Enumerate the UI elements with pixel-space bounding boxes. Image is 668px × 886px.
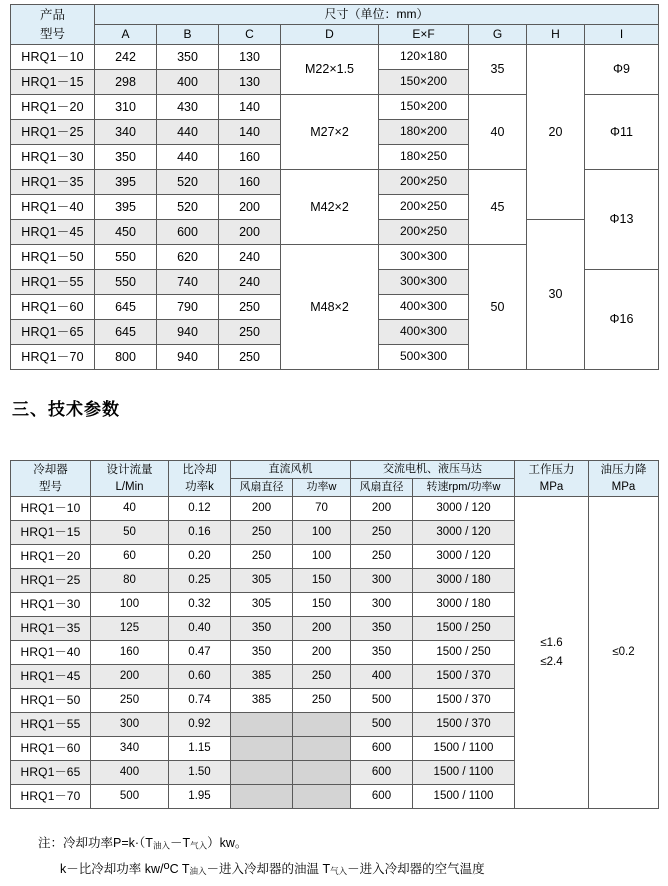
cell-a: 395 xyxy=(95,170,157,195)
cell-b: 400 xyxy=(157,70,219,95)
cell-dc-power: 200 xyxy=(293,617,351,641)
cell-ac-rpm: 1500 / 370 xyxy=(413,713,515,737)
cell-ac-rpm: 1500 / 370 xyxy=(413,689,515,713)
cell-a: 242 xyxy=(95,45,157,70)
header-col-g: G xyxy=(469,25,527,45)
cell-flow: 160 xyxy=(91,641,169,665)
header-ac-motor-group: 交流电机、液压马达 xyxy=(351,461,515,479)
cell-k: 1.95 xyxy=(169,785,231,809)
cell-b: 620 xyxy=(157,245,219,270)
cell-flow: 500 xyxy=(91,785,169,809)
cell-model: HRQ1－40 xyxy=(11,195,95,220)
cell-ef: 200×250 xyxy=(379,220,469,245)
note-line-2 xyxy=(60,856,658,882)
cell-model: HRQ1－70 xyxy=(11,785,91,809)
cell-dc-diameter: 305 xyxy=(231,593,293,617)
cell-oil-pressure-drop: ≤0.2 xyxy=(589,497,659,809)
cell-ac-diameter: 250 xyxy=(351,545,413,569)
cell-ac-diameter: 350 xyxy=(351,617,413,641)
cell-b: 790 xyxy=(157,295,219,320)
cell-i-group-2: Φ11 xyxy=(585,95,659,170)
cell-ef: 200×250 xyxy=(379,195,469,220)
cell-a: 450 xyxy=(95,220,157,245)
cell-d-group-3: M42×2 xyxy=(281,170,379,245)
cell-model: HRQ1－50 xyxy=(11,689,91,713)
cell-ef: 300×300 xyxy=(379,245,469,270)
cell-k: 1.50 xyxy=(169,761,231,785)
cell-ac-diameter: 500 xyxy=(351,689,413,713)
cell-ef: 150×200 xyxy=(379,70,469,95)
table-header-row xyxy=(11,5,659,25)
cell-ac-rpm: 1500 / 370 xyxy=(413,665,515,689)
cell-ac-rpm: 3000 / 180 xyxy=(413,569,515,593)
cell-b: 940 xyxy=(157,320,219,345)
cell-k: 0.47 xyxy=(169,641,231,665)
header-ac-fan-diameter: 风扇直径 xyxy=(351,479,413,497)
header-oil-pressure-drop-line2: MPa xyxy=(611,480,636,493)
cell-flow: 300 xyxy=(91,713,169,737)
header-col-a: A xyxy=(95,25,157,45)
cell-dc-power: 100 xyxy=(293,521,351,545)
cell-b: 520 xyxy=(157,195,219,220)
cell-dc-diameter-empty xyxy=(231,737,293,761)
cell-model: HRQ1－55 xyxy=(11,270,95,295)
cell-flow: 60 xyxy=(91,545,169,569)
cell-dc-diameter: 250 xyxy=(231,521,293,545)
cell-b: 350 xyxy=(157,45,219,70)
cell-a: 645 xyxy=(95,295,157,320)
cell-c: 250 xyxy=(219,345,281,370)
cell-c: 140 xyxy=(219,95,281,120)
cell-c: 130 xyxy=(219,45,281,70)
cell-dc-power: 150 xyxy=(293,593,351,617)
cell-d-group-4: M48×2 xyxy=(281,245,379,370)
cell-model: HRQ1－40 xyxy=(11,641,91,665)
cell-dc-power: 100 xyxy=(293,545,351,569)
cell-ef: 400×300 xyxy=(379,320,469,345)
header-dimensions-group: 尺寸（单位：mm） xyxy=(95,5,659,25)
cell-dc-diameter: 385 xyxy=(231,689,293,713)
cell-k: 0.92 xyxy=(169,713,231,737)
cell-dc-diameter-empty xyxy=(231,785,293,809)
note-2-part-d: －进入冷却器的空气温度 xyxy=(347,861,485,876)
degree-symbol: o xyxy=(163,859,170,872)
cell-model: HRQ1－65 xyxy=(11,761,91,785)
cell-k: 0.74 xyxy=(169,689,231,713)
header-model xyxy=(11,5,95,45)
cell-dc-diameter: 305 xyxy=(231,569,293,593)
cell-flow: 125 xyxy=(91,617,169,641)
cell-model: HRQ1－35 xyxy=(11,170,95,195)
header-design-flow-line2: L/Min xyxy=(115,480,144,493)
cell-dc-power-empty xyxy=(293,785,351,809)
cell-model: HRQ1－10 xyxy=(11,45,95,70)
cell-k: 0.20 xyxy=(169,545,231,569)
cell-model: HRQ1－55 xyxy=(11,713,91,737)
cell-dc-power-empty xyxy=(293,761,351,785)
cell-flow: 100 xyxy=(91,593,169,617)
cell-dc-diameter-empty xyxy=(231,761,293,785)
cell-ef: 180×200 xyxy=(379,120,469,145)
header-model-line1: 产品 xyxy=(39,8,65,23)
cell-b: 440 xyxy=(157,145,219,170)
cell-dc-power: 70 xyxy=(293,497,351,521)
cell-c: 200 xyxy=(219,220,281,245)
cell-ac-rpm: 3000 / 120 xyxy=(413,521,515,545)
cell-model: HRQ1－15 xyxy=(11,70,95,95)
cell-ac-rpm: 1500 / 250 xyxy=(413,617,515,641)
header-specific-power xyxy=(169,461,231,497)
cell-model: HRQ1－30 xyxy=(11,145,95,170)
cell-a: 550 xyxy=(95,245,157,270)
cell-model: HRQ1－65 xyxy=(11,320,95,345)
cell-c: 240 xyxy=(219,270,281,295)
cell-ac-rpm: 1500 / 250 xyxy=(413,641,515,665)
cell-ef: 150×200 xyxy=(379,95,469,120)
header-dc-fan-diameter: 风扇直径 xyxy=(231,479,293,497)
cell-g-group-4: 50 xyxy=(469,245,527,370)
cell-model: HRQ1－35 xyxy=(11,617,91,641)
cell-flow: 250 xyxy=(91,689,169,713)
header-cooler-model-line2: 型号 xyxy=(39,480,62,493)
cell-ef: 120×180 xyxy=(379,45,469,70)
cell-model: HRQ1－45 xyxy=(11,220,95,245)
cell-dc-power: 200 xyxy=(293,641,351,665)
cell-ac-rpm: 3000 / 180 xyxy=(413,593,515,617)
header-dc-fan-group: 直流风机 xyxy=(231,461,351,479)
header-specific-power-line1: 比冷却 xyxy=(182,464,217,477)
cell-ac-diameter: 600 xyxy=(351,761,413,785)
cell-ef: 200×250 xyxy=(379,170,469,195)
cell-ac-rpm: 1500 / 1100 xyxy=(413,737,515,761)
cell-a: 340 xyxy=(95,120,157,145)
cell-dc-diameter-empty xyxy=(231,713,293,737)
cell-k: 0.16 xyxy=(169,521,231,545)
cell-a: 550 xyxy=(95,270,157,295)
header-col-b: B xyxy=(157,25,219,45)
table-subheader-row xyxy=(11,25,659,45)
cell-ac-rpm: 3000 / 120 xyxy=(413,545,515,569)
note-line-1 xyxy=(38,832,658,856)
header-col-h: H xyxy=(527,25,585,45)
cell-c: 140 xyxy=(219,120,281,145)
pressure-value-line2: ≤2.4 xyxy=(540,655,563,668)
cell-c: 160 xyxy=(219,170,281,195)
cell-flow: 80 xyxy=(91,569,169,593)
cell-c: 250 xyxy=(219,320,281,345)
cell-model: HRQ1－30 xyxy=(11,593,91,617)
cell-ac-rpm: 1500 / 1100 xyxy=(413,761,515,785)
cell-k: 0.12 xyxy=(169,497,231,521)
cell-d-group-1: M22×1.5 xyxy=(281,45,379,95)
cell-c: 250 xyxy=(219,295,281,320)
section-title: 三、技术参数 xyxy=(12,400,120,419)
cell-a: 645 xyxy=(95,320,157,345)
cell-d-group-2: M27×2 xyxy=(281,95,379,170)
dimensions-table xyxy=(10,4,659,370)
cell-model: HRQ1－15 xyxy=(11,521,91,545)
cell-model: HRQ1－20 xyxy=(11,95,95,120)
cell-b: 740 xyxy=(157,270,219,295)
cell-c: 130 xyxy=(219,70,281,95)
header-working-pressure-line2: MPa xyxy=(539,480,564,493)
cell-ac-diameter: 600 xyxy=(351,737,413,761)
cell-model: HRQ1－20 xyxy=(11,545,91,569)
header-working-pressure-line1: 工作压力 xyxy=(528,464,575,477)
cell-flow: 40 xyxy=(91,497,169,521)
header-cooler-model xyxy=(11,461,91,497)
cell-a: 395 xyxy=(95,195,157,220)
cell-a: 298 xyxy=(95,70,157,95)
notes-block xyxy=(38,832,658,881)
tech-parameters-table xyxy=(10,460,659,809)
header-col-ef: E×F xyxy=(379,25,469,45)
cell-ef: 500×300 xyxy=(379,345,469,370)
cell-k: 0.25 xyxy=(169,569,231,593)
cell-dc-power-empty xyxy=(293,737,351,761)
table-row xyxy=(11,497,659,521)
header-design-flow xyxy=(91,461,169,497)
cell-model: HRQ1－50 xyxy=(11,245,95,270)
header-model-line2: 型号 xyxy=(39,26,65,41)
note-2-sub-2: 气入 xyxy=(330,865,348,876)
cell-b: 940 xyxy=(157,345,219,370)
pressure-value-line1: ≤1.6 xyxy=(540,637,563,650)
cell-dc-power: 150 xyxy=(293,569,351,593)
cell-model: HRQ1－10 xyxy=(11,497,91,521)
header-cooler-model-line1: 冷却器 xyxy=(33,464,68,477)
cell-dc-diameter: 350 xyxy=(231,617,293,641)
cell-model: HRQ1－25 xyxy=(11,569,91,593)
cell-i-group-1: Φ9 xyxy=(585,45,659,95)
cell-b: 430 xyxy=(157,95,219,120)
cell-dc-diameter: 250 xyxy=(231,545,293,569)
cell-ac-rpm: 1500 / 1100 xyxy=(413,785,515,809)
cell-h-group-1: 20 xyxy=(527,45,585,220)
header-ac-rpm-power: 转速rpm/功率w xyxy=(413,479,515,497)
header-design-flow-line1: 设计流量 xyxy=(106,464,153,477)
cell-dc-power: 250 xyxy=(293,689,351,713)
cell-b: 440 xyxy=(157,120,219,145)
cell-k: 0.60 xyxy=(169,665,231,689)
cell-model: HRQ1－60 xyxy=(11,295,95,320)
cell-model: HRQ1－45 xyxy=(11,665,91,689)
cell-ac-diameter: 300 xyxy=(351,593,413,617)
cell-ac-diameter: 300 xyxy=(351,569,413,593)
note-1-sub-1: 油入 xyxy=(152,840,170,851)
note-2-part-c: －进入冷却器的油温 T xyxy=(206,861,331,876)
cell-h-group-2: 30 xyxy=(527,220,585,370)
header-col-c: C xyxy=(219,25,281,45)
cell-i-group-3: Φ13 xyxy=(585,170,659,270)
note-1-part-c: ）kw。 xyxy=(207,836,248,850)
header-col-i: I xyxy=(585,25,659,45)
table-header-row xyxy=(11,461,659,479)
table-row xyxy=(11,45,659,70)
cell-ef: 300×300 xyxy=(379,270,469,295)
cell-b: 520 xyxy=(157,170,219,195)
cell-ef: 400×300 xyxy=(379,295,469,320)
header-working-pressure xyxy=(515,461,589,497)
cell-ac-diameter: 200 xyxy=(351,497,413,521)
cell-model: HRQ1－25 xyxy=(11,120,95,145)
cell-model: HRQ1－60 xyxy=(11,737,91,761)
header-col-d: D xyxy=(281,25,379,45)
cell-a: 310 xyxy=(95,95,157,120)
cell-g-group-2: 40 xyxy=(469,95,527,170)
note-1-part-b: －T xyxy=(169,836,191,850)
cell-dc-diameter: 200 xyxy=(231,497,293,521)
cell-dc-power-empty xyxy=(293,713,351,737)
cell-flow: 400 xyxy=(91,761,169,785)
cell-c: 240 xyxy=(219,245,281,270)
header-dc-power: 功率w xyxy=(293,479,351,497)
cell-c: 160 xyxy=(219,145,281,170)
cell-flow: 340 xyxy=(91,737,169,761)
cell-k: 1.15 xyxy=(169,737,231,761)
note-1-part-a: 注：冷却功率P=k·（T xyxy=(38,836,153,850)
cell-k: 0.40 xyxy=(169,617,231,641)
cell-dc-diameter: 385 xyxy=(231,665,293,689)
note-2-part-a: k－比冷却功率 kw/ xyxy=(60,861,164,876)
cell-a: 350 xyxy=(95,145,157,170)
cell-k: 0.32 xyxy=(169,593,231,617)
cell-dc-diameter: 350 xyxy=(231,641,293,665)
cell-ac-diameter: 250 xyxy=(351,521,413,545)
cell-dc-power: 250 xyxy=(293,665,351,689)
cell-flow: 200 xyxy=(91,665,169,689)
cell-ac-diameter: 400 xyxy=(351,665,413,689)
cell-i-group-4: Φ16 xyxy=(585,270,659,370)
header-specific-power-line2: 功率k xyxy=(185,480,214,493)
note-2-sub-1: 油入 xyxy=(189,865,207,876)
cell-ac-diameter: 600 xyxy=(351,785,413,809)
header-oil-pressure-drop xyxy=(589,461,659,497)
cell-c: 200 xyxy=(219,195,281,220)
cell-working-pressure xyxy=(515,497,589,809)
cell-model: HRQ1－70 xyxy=(11,345,95,370)
cell-b: 600 xyxy=(157,220,219,245)
cell-ef: 180×250 xyxy=(379,145,469,170)
cell-ac-diameter: 500 xyxy=(351,713,413,737)
cell-g-group-1: 35 xyxy=(469,45,527,95)
header-oil-pressure-drop-line1: 油压力降 xyxy=(600,464,647,477)
note-2-part-b: C T xyxy=(169,861,190,876)
cell-flow: 50 xyxy=(91,521,169,545)
note-1-sub-2: 气入 xyxy=(190,840,208,851)
cell-g-group-3: 45 xyxy=(469,170,527,245)
cell-ac-diameter: 350 xyxy=(351,641,413,665)
cell-a: 800 xyxy=(95,345,157,370)
cell-ac-rpm: 3000 / 120 xyxy=(413,497,515,521)
